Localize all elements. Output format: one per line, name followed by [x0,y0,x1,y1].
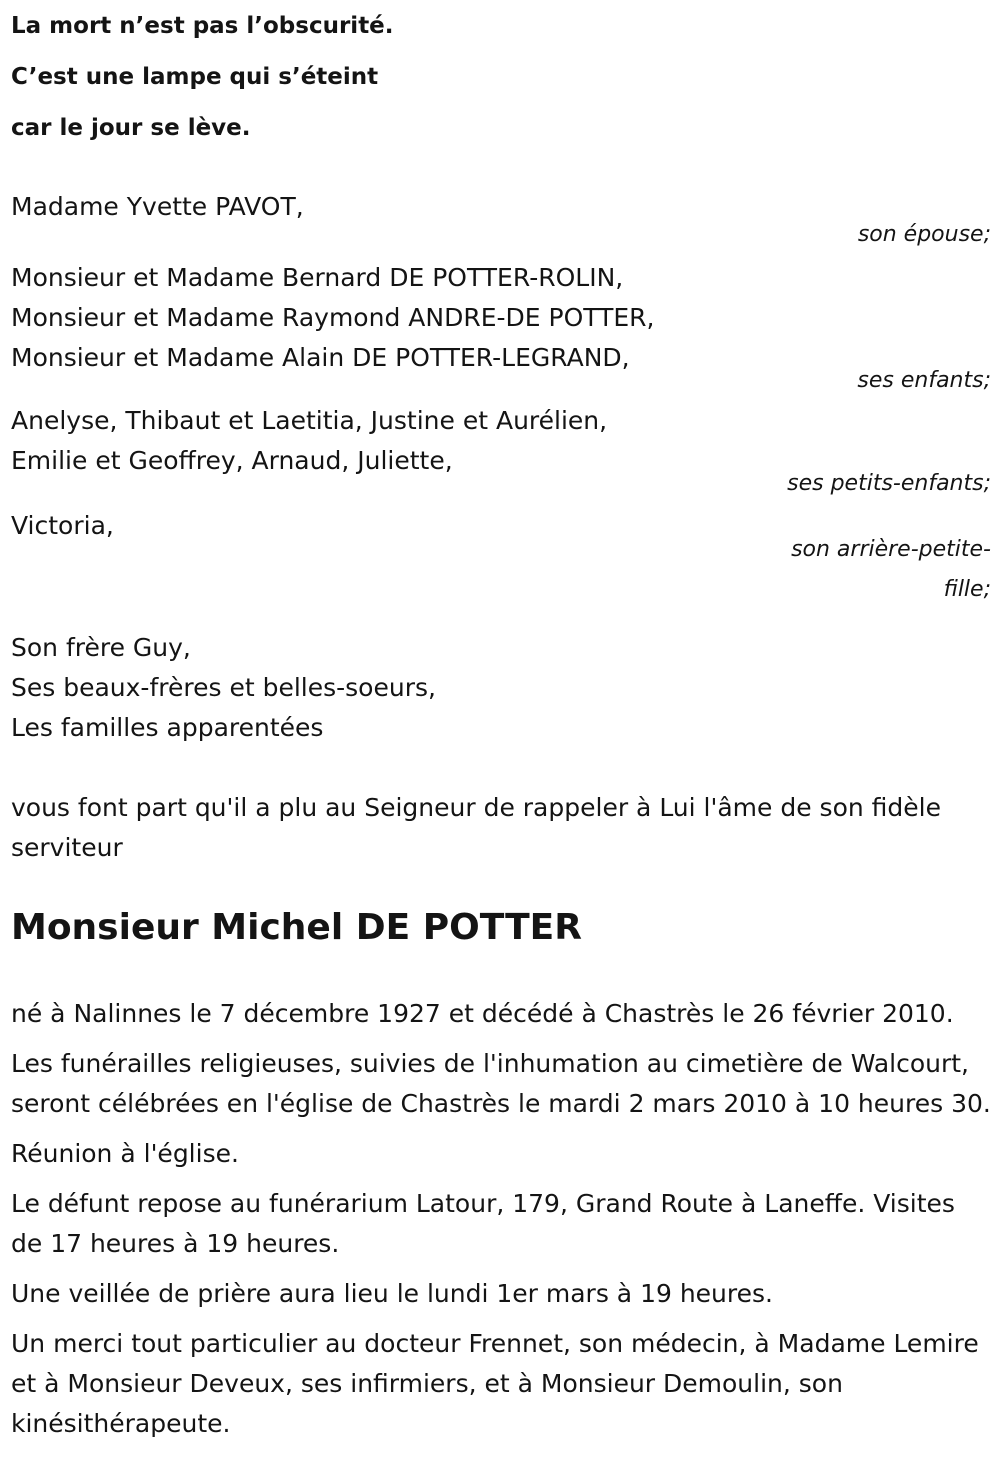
other-family-line: Ses beaux-frères et belles-soeurs, [11,673,436,702]
announcement-text: vous font part qu'il a plu au Seigneur de rappeler à Lui l'âme de son fidèle serviteur [11,793,941,862]
meeting-place: Réunion à l'église. [11,1139,239,1168]
great-grandchild-relation: son arrière-petite-fille; [791,537,991,602]
funeral-ceremony: Les funérailles religieuses, suivies de l'inhumation au cimetière de Walcourt, seront célébrées en l'église de Chastrès le mardi 2 mars 2010 à 10 heures 30. [11,1049,991,1118]
child-name: Monsieur et Madame Raymond ANDRE-DE POTTER, [11,303,655,332]
other-family-line: Son frère Guy, [11,633,191,662]
spouse-name: Madame Yvette PAVOT, [11,192,304,221]
funeral-home: Le défunt repose au funérarium Latour, 179, Grand Route à Laneffe. Visites de 17 heures à 19 heures. [11,1189,955,1258]
deceased-name: Monsieur Michel DE POTTER [11,907,582,948]
funeral-details [11,994,991,1444]
poem-line: La mort n’est pas l’obscurité. [11,13,394,39]
prayer-vigil: Une veillée de prière aura lieu le lundi 1er mars à 19 heures. [11,1279,773,1308]
other-family-group [11,628,991,748]
poem-line: car le jour se lève. [11,115,251,141]
thanks-note: Un merci tout particulier au docteur Frennet, son médecin, à Madame Lemire et à Monsieur Deveux, ses infirmiers, et à Monsieur Demoulin, son kinésithérapeute. [11,1329,979,1438]
children-group [11,258,991,378]
death-notice [11,0,991,1454]
grandchild-name: Anelyse, Thibaut et Laetitia, Justine et Aurélien, [11,406,608,435]
great-grandchild-name: Victoria, [11,511,114,540]
grandchild-name: Emilie et Geoffrey, Arnaud, Juliette, [11,446,453,475]
child-name: Monsieur et Madame Alain DE POTTER-LEGRAND, [11,343,630,372]
child-name: Monsieur et Madame Bernard DE POTTER-ROLIN, [11,263,624,292]
children-relation: ses enfants; [857,368,991,393]
poem [11,1,991,154]
poem-line: C’est une lampe qui s’éteint [11,64,379,90]
other-family-line: Les familles apparentées [11,713,324,742]
birth-death-dates: né à Nalinnes le 7 décembre 1927 et décédé à Chastrès le 26 février 2010. [11,999,954,1028]
grandchildren-relation: ses petits-enfants; [787,471,991,496]
spouse-relation: son épouse; [857,222,991,247]
